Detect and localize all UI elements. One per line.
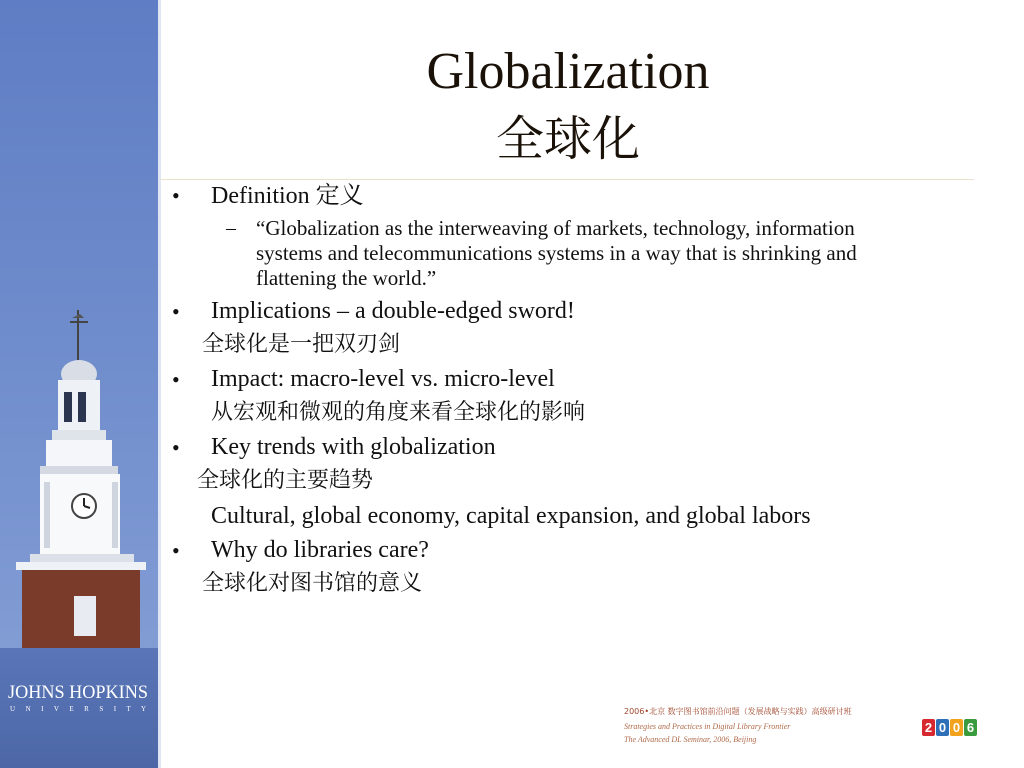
slide-title-chinese: 全球化 (495, 111, 640, 167)
sidebar-panel (0, 0, 158, 768)
bullet-why-libraries-chinese: 全球化对图书馆的意义 (202, 571, 423, 596)
sidebar-divider (158, 0, 161, 768)
svg-text:U N I V E R S I T Y: U N I V E R S I T Y (10, 705, 146, 713)
year-digit: 6 (964, 719, 977, 736)
bullet-marker: • (172, 183, 180, 208)
slide-title: Globalization (426, 43, 710, 100)
sub-bullet-marker: – (226, 217, 236, 239)
bullet-impact-chinese: 从宏观和微观的角度来看全球化的影响 (211, 400, 586, 425)
svg-text:JOHNS HOPKINS: JOHNS HOPKINS (8, 682, 148, 703)
bullet-marker: • (172, 435, 180, 460)
bullet-why-libraries: Why do libraries care? (211, 537, 429, 563)
bullet-marker: • (172, 367, 180, 392)
sub-bullet-quote-line-3: flattening the world.” (256, 266, 437, 290)
bullet-implications: Implications – a double-edged sword! (211, 298, 575, 324)
bullet-implications-chinese: 全球化是一把双刃剑 (202, 332, 401, 357)
bullet-marker: • (172, 538, 180, 563)
clock-tower-image (0, 300, 158, 650)
sub-bullet-quote-line-2: systems and telecommunications systems in a way that is shrinking and (256, 241, 857, 265)
bullet-impact: Impact: macro-level vs. micro-level (211, 366, 555, 392)
year-digit: 2 (922, 719, 935, 736)
footer-seminar-title: Strategies and Practices in Digital Library Frontier (624, 722, 791, 731)
year-digit: 0 (950, 719, 963, 736)
bullet-definition: Definition 定义 (211, 183, 364, 209)
bullet-key-trends-chinese: 全球化的主要趋势 (197, 468, 374, 493)
bullet-marker: • (172, 299, 180, 324)
johns-hopkins-logo (8, 680, 150, 716)
title-divider (160, 179, 974, 180)
footer-seminar-title-chinese: 2006•北京 数字图书馆前沿问题（发展战略与实践）高级研讨班 (624, 707, 852, 716)
bullet-key-trends-detail: Cultural, global economy, capital expansion, and global labors (211, 503, 811, 529)
footer-seminar-subtitle: The Advanced DL Seminar, 2006, Beijing (624, 735, 757, 744)
sub-bullet-quote-line-1: “Globalization as the interweaving of markets, technology, information (256, 216, 855, 240)
year-digit: 0 (936, 719, 949, 736)
bullet-key-trends: Key trends with globalization (211, 434, 496, 460)
